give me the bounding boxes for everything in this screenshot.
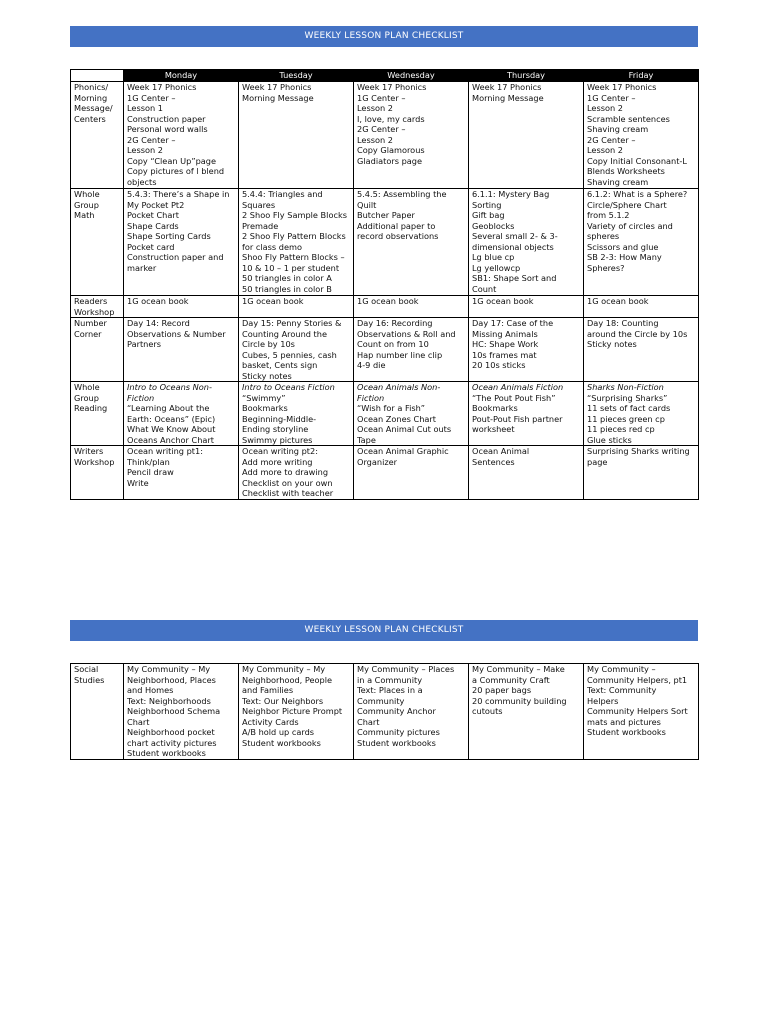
cell-line: Pocket card	[127, 241, 175, 252]
cell-line: Shoo Fly Pattern Blocks –	[242, 252, 345, 262]
cell-line: Neighborhood pocket	[127, 727, 215, 737]
plan-cell	[239, 318, 354, 382]
plan-cell	[124, 318, 239, 382]
cell-line: chart activity pictures	[127, 737, 217, 748]
cell-line: Fiction	[127, 392, 155, 403]
plan-cell	[354, 664, 469, 760]
cell-line: Observations & Number	[127, 328, 226, 339]
cell-line: Helpers	[587, 695, 619, 706]
plan-cell	[469, 82, 584, 189]
cell-line: Ocean Animal Graphic	[357, 446, 449, 456]
cell-line: Several small 2- & 3-	[472, 231, 558, 241]
cell-line: Lg blue cp	[472, 252, 515, 262]
cell-line: Lesson 2	[127, 145, 163, 155]
row-label	[71, 382, 124, 446]
plan-cell	[354, 296, 469, 318]
day-header-thursday: Thursday	[469, 70, 584, 82]
cell-line: Week 17 Phonics	[242, 82, 312, 92]
cell-line: from 5.1.2	[587, 210, 630, 220]
plan-cell	[584, 189, 699, 296]
cell-line: Circle/Sphere Chart	[587, 199, 667, 210]
cell-line: 11 sets of fact cards	[587, 403, 671, 413]
cell-line: 50 triangles in color B	[242, 283, 332, 294]
cell-line: Additional paper to	[357, 220, 436, 231]
page-banner-1: WEEKLY LESSON PLAN CHECKLIST	[70, 26, 698, 47]
cell-line: around the Circle by 10s	[587, 328, 688, 339]
cell-line: Butcher Paper	[357, 210, 415, 220]
cell-line: Observations & Roll and	[357, 328, 456, 339]
cell-line: Morning Message	[242, 92, 314, 103]
cell-line: a Community Craft	[472, 674, 550, 685]
day-header-row	[71, 70, 699, 82]
cell-line: Gift bag	[472, 210, 505, 220]
cell-line: “Surprising Sharks”	[587, 392, 668, 403]
cell-line: Organizer	[357, 456, 398, 467]
cell-line: 2 Shoo Fly Pattern Blocks	[242, 231, 346, 241]
row-label-line: Message/	[74, 103, 113, 113]
plan-cell	[469, 189, 584, 296]
cell-line: Cubes, 5 pennies, cash	[242, 349, 337, 360]
cell-line: Copy Glamorous	[357, 145, 425, 155]
cell-line: “Learning About the	[127, 403, 210, 413]
row-label-line: Social	[74, 664, 99, 674]
cell-line: Fiction	[357, 392, 385, 403]
cell-line: and Homes	[127, 685, 174, 695]
cell-line: Ocean Animals Fiction	[472, 382, 564, 392]
cell-line: Hap number line clip	[357, 349, 443, 360]
cell-line: “Wish for a Fish”	[357, 403, 426, 413]
cell-line: Lesson 1	[127, 103, 163, 113]
cell-line: 1G ocean book	[587, 296, 649, 306]
row-label-line: Studies	[74, 674, 105, 685]
cell-line: Lesson 2	[357, 134, 393, 145]
cell-line: Neighbor Picture Prompt	[242, 706, 343, 716]
row-label-line: Group	[74, 392, 99, 403]
cell-line: What We Know About	[127, 424, 216, 434]
row-label	[71, 189, 124, 296]
lesson-plan-table-2	[70, 663, 699, 760]
cell-line: Blends Worksheets	[587, 166, 665, 176]
plan-cell	[354, 382, 469, 446]
cell-line: Gladiators page	[357, 155, 423, 166]
row-label-line: Workshop	[74, 306, 115, 317]
cell-line: Write	[127, 477, 149, 488]
cell-line: Community Helpers Sort	[587, 706, 688, 716]
cell-line: My Community – My	[242, 664, 326, 674]
cell-line: Partners	[127, 339, 162, 349]
cell-line: Community Helpers, pt1	[587, 674, 688, 685]
plan-cell	[124, 446, 239, 500]
cell-line: Counting Around the	[242, 328, 327, 339]
row-label-line: Morning	[74, 92, 108, 103]
cell-line: Swimmy pictures	[242, 434, 313, 445]
cell-line: for class demo	[242, 241, 303, 252]
cell-line: Text: Our Neighbors	[242, 695, 324, 706]
plan-cell	[239, 382, 354, 446]
plan-cell	[354, 82, 469, 189]
cell-line: 1G Center –	[357, 92, 406, 103]
cell-line: Oceans Anchor Chart	[127, 434, 215, 445]
cell-line: Personal word walls	[127, 124, 208, 134]
cell-line: Sharks Non-Fiction	[587, 382, 664, 392]
table-row	[71, 296, 699, 318]
cell-line: Activity Cards	[242, 716, 299, 727]
cell-line: page	[587, 456, 608, 467]
row-label-line: Whole	[74, 189, 100, 199]
corner-cell	[71, 70, 124, 82]
cell-line: Scissors and glue	[587, 241, 659, 252]
cell-line: “The Pout Pout Fish”	[472, 392, 556, 403]
row-label-line: Math	[74, 210, 95, 220]
cell-line: 11 pieces green cp	[587, 413, 665, 424]
cell-line: Tape	[357, 434, 376, 445]
cell-line: Day 17: Case of the	[472, 318, 554, 328]
cell-line: Sticky notes	[587, 339, 637, 349]
cell-line: 6.1.2: What is a Sphere?	[587, 189, 688, 199]
day-header-tuesday: Tuesday	[239, 70, 354, 82]
day-header-friday: Friday	[584, 70, 699, 82]
cell-line: Ending storyline	[242, 424, 309, 434]
cell-line: 1G ocean book	[357, 296, 419, 306]
cell-line: Student workbooks	[127, 748, 206, 758]
cell-line: 20 paper bags	[472, 685, 532, 695]
cell-line: Premade	[242, 220, 279, 231]
cell-line: objects	[127, 176, 157, 187]
cell-line: Week 17 Phonics	[587, 82, 657, 92]
cell-line: Neighborhood, Places	[127, 674, 216, 685]
cell-line: Spheres?	[587, 262, 625, 273]
cell-line: Day 16: Recording	[357, 318, 433, 328]
cell-line: 1G ocean book	[127, 296, 189, 306]
table-row	[71, 189, 699, 296]
cell-line: 11 pieces red cp	[587, 424, 655, 434]
cell-line: Intro to Oceans Fiction	[242, 382, 335, 392]
plan-cell	[584, 446, 699, 500]
plan-cell	[239, 189, 354, 296]
plan-cell	[239, 664, 354, 760]
cell-line: Shaving cream	[587, 176, 649, 187]
cell-line: Ocean writing pt1:	[127, 446, 203, 456]
cell-line: Pocket Chart	[127, 210, 179, 220]
table-row	[71, 318, 699, 382]
cell-line: Week 17 Phonics	[127, 82, 197, 92]
cell-line: Ocean Animals Non-	[357, 382, 441, 392]
cell-line: “Swimmy”	[242, 392, 286, 403]
table-row	[71, 446, 699, 500]
cell-line: SB 2-3: How Many	[587, 252, 662, 262]
cell-line: Community	[357, 695, 405, 706]
cell-line: Shaving cream	[587, 124, 649, 134]
cell-line: 1G ocean book	[242, 296, 304, 306]
cell-line: Checklist with teacher	[242, 488, 334, 498]
cell-line: spheres	[587, 231, 620, 241]
cell-line: My Pocket Pt2	[127, 199, 185, 210]
cell-line: 2G Center –	[127, 134, 176, 145]
cell-line: marker	[127, 262, 157, 273]
cell-line: 50 triangles in color A	[242, 273, 332, 283]
cell-line: Neighborhood Schema	[127, 706, 221, 716]
cell-line: and Families	[242, 685, 294, 695]
cell-line: Community Anchor	[357, 706, 436, 716]
cell-line: Student workbooks	[242, 737, 321, 748]
cell-line: 1G Center –	[587, 92, 636, 103]
cell-line: 6.1.1: Mystery Bag	[472, 189, 550, 199]
cell-line: Construction paper	[127, 113, 206, 124]
cell-line: Lesson 2	[587, 145, 623, 155]
cell-line: Day 18: Counting	[587, 318, 659, 328]
plan-cell	[124, 664, 239, 760]
cell-line: Count	[472, 283, 497, 294]
row-label-line: Whole	[74, 382, 100, 392]
cell-line: Community pictures	[357, 727, 440, 737]
table-row	[71, 82, 699, 189]
plan-cell	[469, 664, 584, 760]
cell-line: Circle by 10s	[242, 339, 295, 349]
cell-line: My Community – Places	[357, 664, 455, 674]
cell-line: Think/plan	[127, 456, 170, 467]
cell-line: Geoblocks	[472, 220, 515, 231]
cell-line: 2 Shoo Fly Sample Blocks	[242, 210, 347, 220]
plan-cell	[354, 446, 469, 500]
cell-line: Add more writing	[242, 456, 313, 467]
cell-line: Copy “Clean Up”page	[127, 155, 217, 166]
row-label	[71, 318, 124, 382]
cell-line: Shape Sorting Cards	[127, 231, 211, 241]
lesson-plan-table-1	[70, 69, 699, 500]
plan-cell	[584, 318, 699, 382]
cell-line: in a Community	[357, 674, 423, 685]
cell-line: 20 10s sticks	[472, 360, 526, 370]
plan-cell	[469, 446, 584, 500]
cell-line: Text: Places in a	[357, 685, 423, 695]
plan-cell	[124, 382, 239, 446]
cell-line: basket, Cents sign	[242, 360, 318, 370]
page-banner-2: WEEKLY LESSON PLAN CHECKLIST	[70, 620, 698, 641]
cell-line: Squares	[242, 199, 276, 210]
plan-cell	[354, 189, 469, 296]
cell-line: Ocean Animal	[472, 446, 530, 456]
plan-cell	[239, 296, 354, 318]
plan-cell	[239, 82, 354, 189]
cell-line: Lesson 2	[587, 103, 623, 113]
plan-cell	[584, 664, 699, 760]
cell-line: 2G Center –	[587, 134, 636, 145]
cell-line: Ocean Animal Cut outs	[357, 424, 452, 434]
cell-line: Ocean Zones Chart	[357, 413, 437, 424]
plan-cell	[124, 296, 239, 318]
plan-cell	[239, 446, 354, 500]
cell-line: Quilt	[357, 199, 377, 210]
cell-line: Sorting	[472, 199, 502, 210]
cell-line: Checklist on your own	[242, 477, 333, 488]
cell-line: 5.4.5: Assembling the	[357, 189, 447, 199]
cell-line: Chart	[357, 716, 380, 727]
cell-line: My Community – Make	[472, 664, 565, 674]
cell-line: Glue sticks	[587, 434, 632, 445]
cell-line: Surprising Sharks writing	[587, 446, 690, 456]
cell-line: Sentences	[472, 456, 515, 467]
row-label-line: Phonics/	[74, 82, 109, 92]
row-label-line: Centers	[74, 113, 106, 124]
cell-line: Neighborhood, People	[242, 674, 333, 685]
cell-line: Lg yellowcp	[472, 262, 521, 273]
row-label	[71, 82, 124, 189]
cell-line: cutouts	[472, 706, 503, 716]
cell-line: 20 community building	[472, 695, 567, 706]
cell-line: 2G Center –	[357, 124, 406, 134]
plan-cell	[469, 382, 584, 446]
cell-line: dimensional objects	[472, 241, 554, 252]
row-label	[71, 446, 124, 500]
cell-line: 10s frames mat	[472, 349, 537, 360]
cell-line: 10 & 10 – 1 per student	[242, 262, 340, 273]
cell-line: Lesson 2	[357, 103, 393, 113]
cell-line: Count on from 10	[357, 339, 429, 349]
plan-cell	[469, 318, 584, 382]
cell-line: Text: Community	[587, 685, 657, 695]
cell-line: 5.4.4: Triangles and	[242, 189, 323, 199]
cell-line: Week 17 Phonics	[472, 82, 542, 92]
plan-cell	[354, 318, 469, 382]
row-label-line: Writers	[74, 446, 104, 456]
cell-line: Bookmarks	[472, 403, 518, 413]
cell-line: Morning Message	[472, 92, 544, 103]
cell-line: My Community –	[587, 664, 656, 674]
day-header-monday: Monday	[124, 70, 239, 82]
table-row	[71, 382, 699, 446]
row-label-line: Workshop	[74, 456, 115, 467]
cell-line: HC: Shape Work	[472, 339, 539, 349]
day-header-wednesday: Wednesday	[354, 70, 469, 82]
table-row	[71, 664, 699, 760]
cell-line: Text: Neighborhoods	[127, 695, 211, 706]
row-label-line: Number	[74, 318, 107, 328]
cell-line: I, love, my cards	[357, 113, 425, 124]
plan-cell	[469, 296, 584, 318]
cell-line: Earth: Oceans” (Epic)	[127, 413, 216, 424]
cell-line: Construction paper and	[127, 252, 224, 262]
cell-line: Day 14: Record	[127, 318, 190, 328]
row-label-line: Group	[74, 199, 99, 210]
row-label-line: Readers	[74, 296, 108, 306]
cell-line: Student workbooks	[357, 737, 436, 748]
row-label	[71, 296, 124, 318]
cell-line: Variety of circles and	[587, 220, 673, 231]
plan-cell	[124, 82, 239, 189]
plan-cell	[584, 296, 699, 318]
cell-line: Beginning-Middle-	[242, 413, 317, 424]
row-label-line: Reading	[74, 403, 108, 413]
cell-line: Shape Cards	[127, 220, 179, 231]
cell-line: Scramble sentences	[587, 113, 670, 124]
cell-line: worksheet	[472, 424, 515, 434]
cell-line: Student workbooks	[587, 727, 666, 737]
cell-line: 5.4.3: There’s a Shape in	[127, 189, 230, 199]
cell-line: Sticky notes	[242, 370, 292, 381]
cell-line: 1G ocean book	[472, 296, 534, 306]
cell-line: Pencil draw	[127, 467, 174, 477]
cell-line: SB1: Shape Sort and	[472, 273, 557, 283]
row-label-line: Corner	[74, 328, 102, 339]
cell-line: Chart	[127, 716, 150, 727]
plan-cell	[584, 382, 699, 446]
cell-line: Add more to drawing	[242, 467, 329, 477]
cell-line: Week 17 Phonics	[357, 82, 427, 92]
cell-line: My Community – My	[127, 664, 211, 674]
cell-line: 4-9 die	[357, 360, 386, 370]
plan-cell	[584, 82, 699, 189]
cell-line: Copy pictures of l blend	[127, 166, 225, 176]
plan-cell	[124, 189, 239, 296]
cell-line: Ocean writing pt2:	[242, 446, 318, 456]
cell-line: A/B hold up cards	[242, 727, 315, 737]
cell-line: Pout-Pout Fish partner	[472, 413, 563, 424]
cell-line: Intro to Oceans Non-	[127, 382, 212, 392]
cell-line: Day 15: Penny Stories &	[242, 318, 342, 328]
row-label	[71, 664, 124, 760]
cell-line: Bookmarks	[242, 403, 288, 413]
cell-line: Missing Animals	[472, 328, 538, 339]
cell-line: Copy Initial Consonant-L	[587, 155, 687, 166]
cell-line: 1G Center –	[127, 92, 176, 103]
cell-line: record observations	[357, 231, 439, 241]
cell-line: mats and pictures	[587, 716, 661, 727]
